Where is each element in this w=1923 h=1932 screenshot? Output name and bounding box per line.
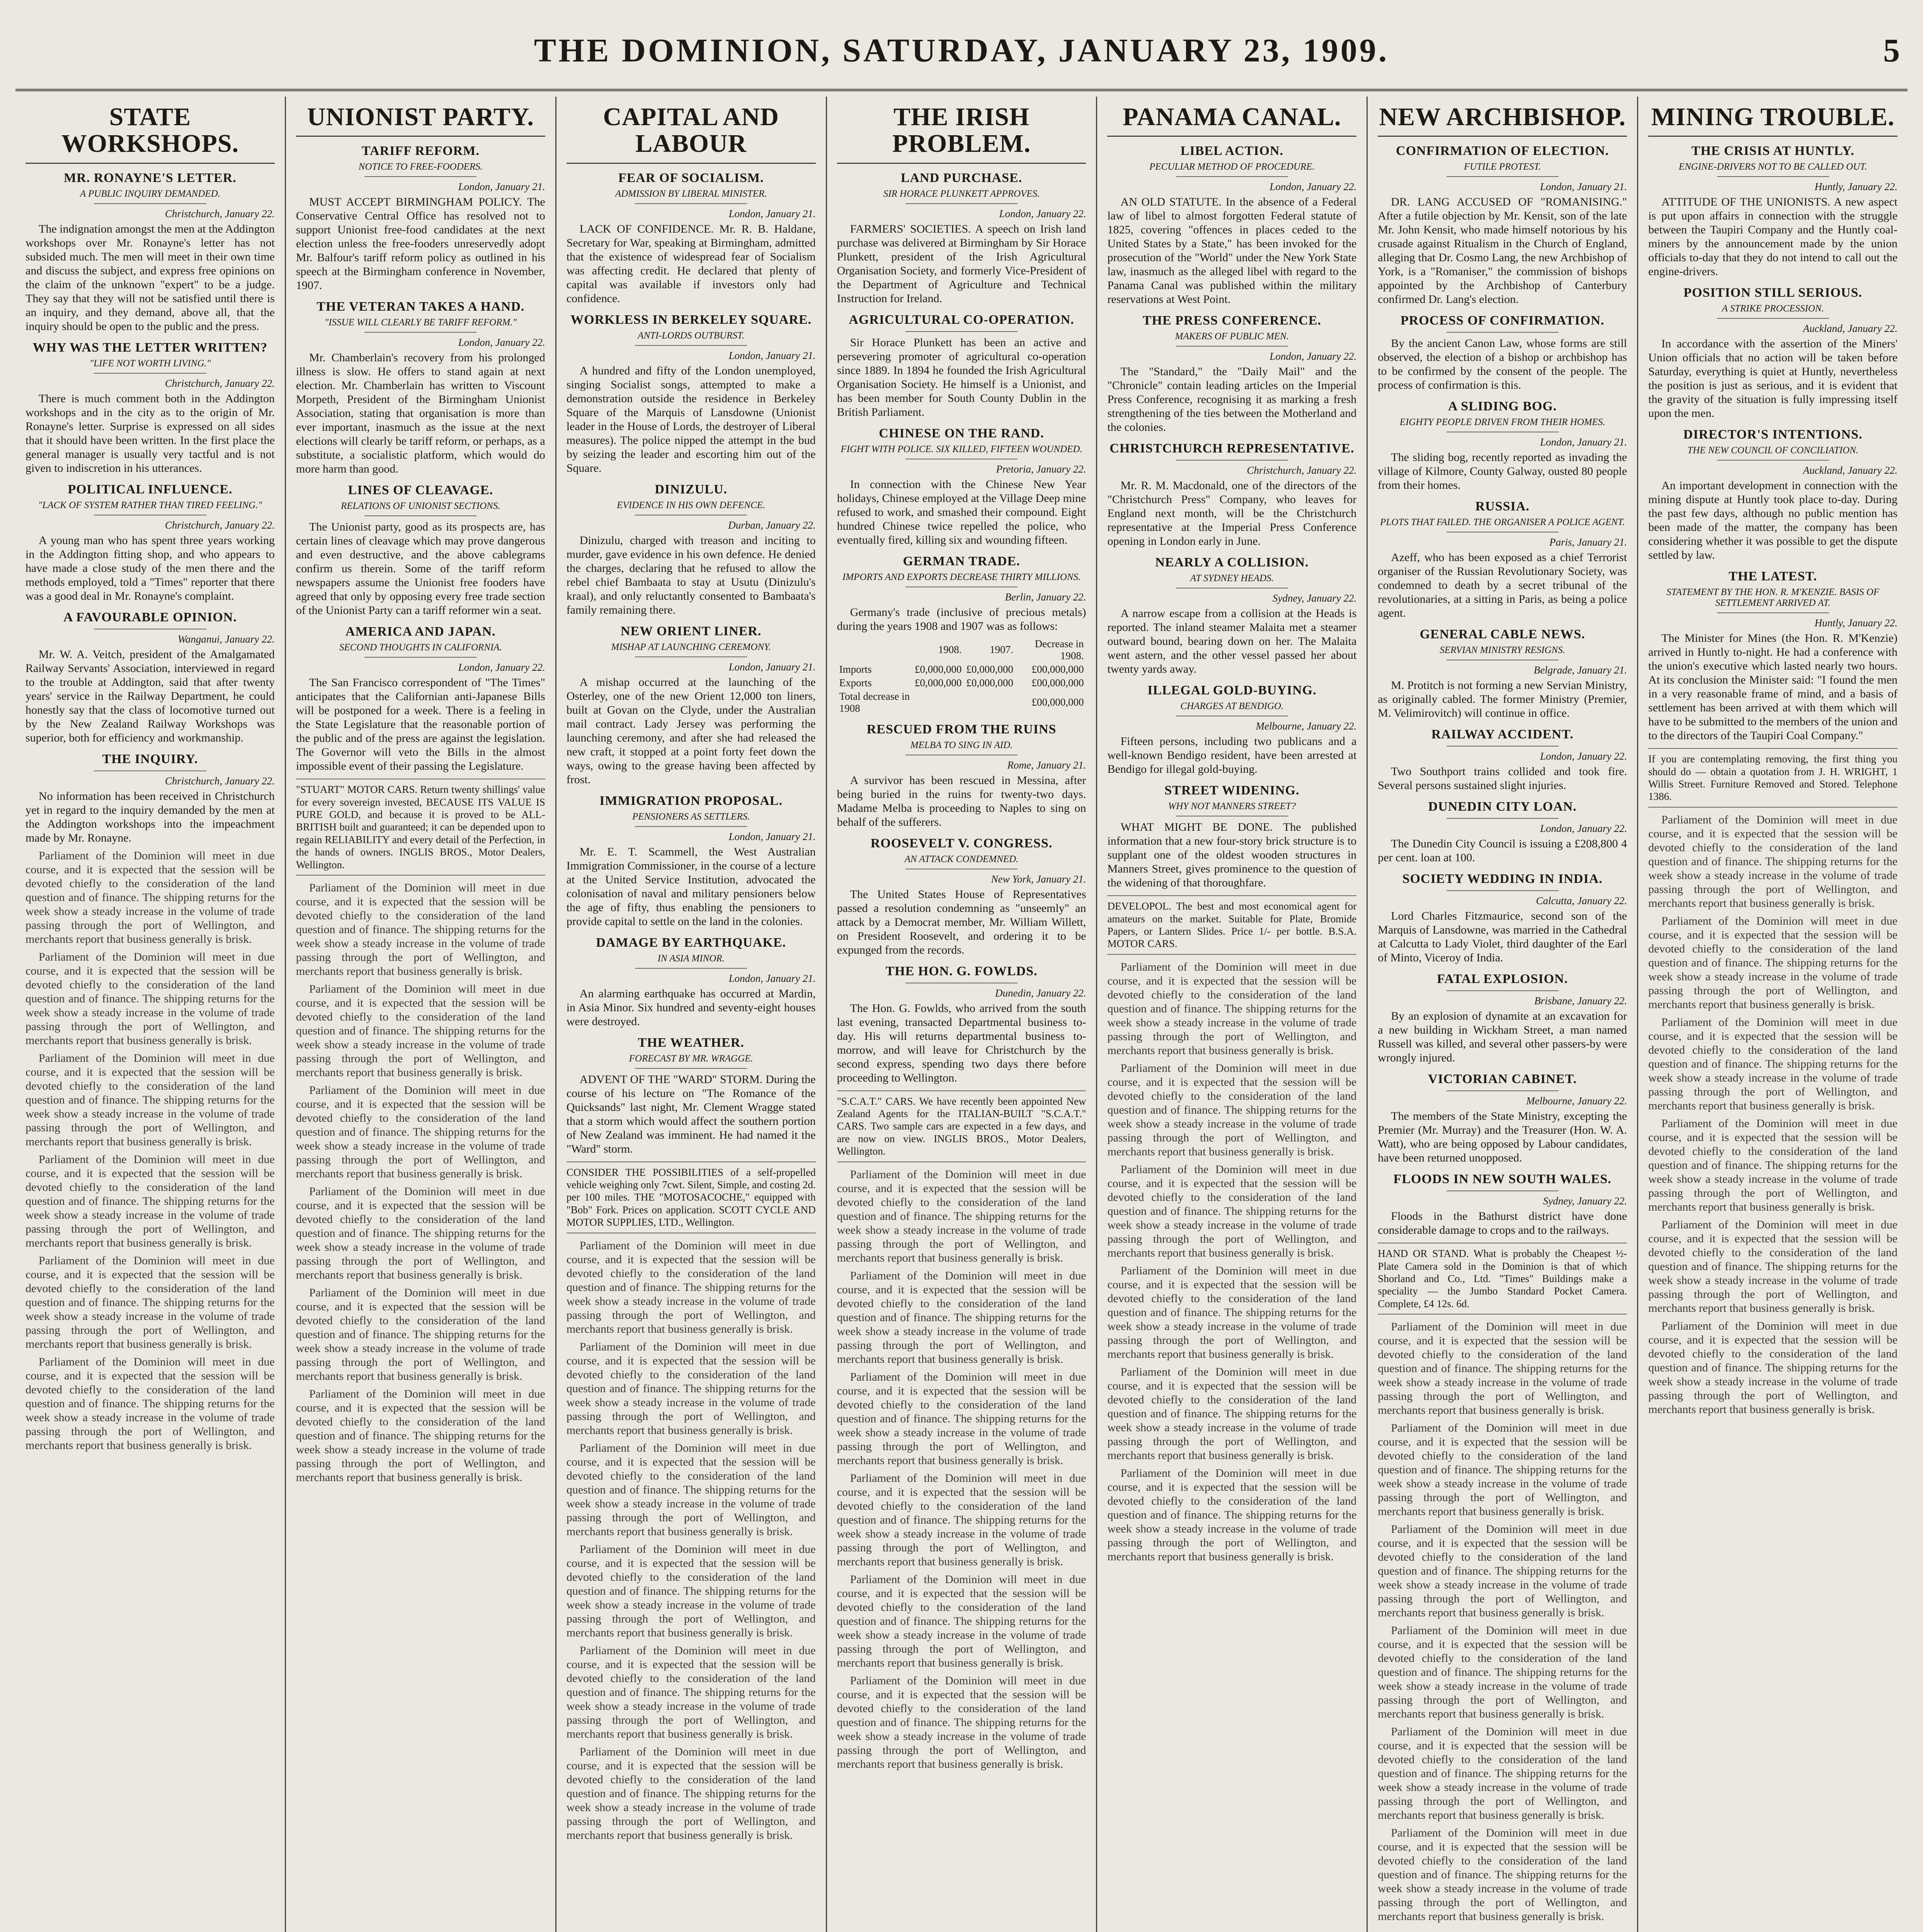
column-continuation-text: Parliament of the Dominion will meet in due course, and it is expected that the session will be devoted chiefly to the consideration of the land question and of finance. The shipping returns for the week show a steady increase in the volume of trade passing through the port of Wellington, and merchants report that business generally is brisk. xyxy=(837,1370,1086,1467)
article-body: In connection with the Chinese New Year holidays, Chinese employed at the Village Deep mine refused to work, and smashed their compound. Eight hundred Chinese twice repelled the police, who eventually fired, killing six and wounding fifteen. xyxy=(837,478,1086,546)
article-body: A survivor has been rescued in Messina, after being buried in the ruins for twenty-two days. Madame Melba is proceeding to Naples to sing on behalf of the sufferers. xyxy=(837,774,1086,828)
column-continuation-text: Parliament of the Dominion will meet in due course, and it is expected that the session will be devoted chiefly to the consideration of the land question and of finance. The shipping returns for the week show a steady increase in the volume of trade passing through the port of Wellington, and merchants report that business generally is brisk. xyxy=(296,1185,545,1282)
article-byline: RELATIONS OF UNIONIST SECTIONS. xyxy=(341,501,500,512)
article-body: A young man who has spent three years working in the Addington fitting shop, and who appears to have made a close study of the men there and the methods employed, told a "Times" reporter that there was a good deal in Mr. Ronayne's complaint. xyxy=(26,534,275,602)
article-byline: "LACK OF SYSTEM RATHER THAN TIRED FEELING." xyxy=(38,500,262,510)
article-body: No information has been received in Christchurch yet in regard to the inquiry demanded by the men at the Addington workshops into the impeachment made by Mr. Ronayne. xyxy=(26,789,275,844)
column-heading: STATE WORKSHOPS. xyxy=(26,97,275,164)
trade-table-cell: Imports xyxy=(839,663,872,675)
article-dateline: Melbourne, January 22. xyxy=(1256,720,1357,732)
article-subheading: A SLIDING BOG. xyxy=(1448,399,1557,414)
article-dateline: London, January 21. xyxy=(728,661,816,673)
column-continuation-text: Parliament of the Dominion will meet in due course, and it is expected that the session will be devoted chiefly to the consideration of the land question and of finance. The shipping returns for the week show a steady increase in the volume of trade passing through the port of Wellington, and merchants report that business generally is brisk. xyxy=(1648,1319,1898,1416)
article-body: Mr. E. T. Scammell, the West Australian Immigration Commissioner, in the course of a lecture at the United Service Institution, advocated the colonisation of naval and military pensioners below the age of fifty, thus enabling the pensioners to provide capital to settle on the land in the colonies. xyxy=(566,845,816,928)
column-continuation-text: Parliament of the Dominion will meet in due course, and it is expected that the session will be devoted chiefly to the consideration of the land question and of finance. The shipping returns for the week show a steady increase in the volume of trade passing through the port of Wellington, and merchants report that business generally is brisk. xyxy=(1378,1624,1627,1721)
article-byline: FUTILE PROTEST. xyxy=(1464,162,1541,172)
article-body: Azeff, who has been exposed as a chief Terrorist organiser of the Russian Revolutionary Society, was condemned to death by a secret tribunal of the revolutionaries, at a sitting in Paris, as being a police agent. xyxy=(1378,551,1627,620)
advertisement: DEVELOPOL. The best and most economical agent for amateurs on the market. Suitable for Plate, Bromide Papers, or Lantern Slides. Price 1/- per bottle. B.S.A. MOTOR CARS. xyxy=(1107,895,1356,955)
article-body: Floods in the Bathurst district have done considerable damage to crops and to the railways. xyxy=(1378,1210,1627,1237)
article-body: Lord Charles Fitzmaurice, second son of the Marquis of Lansdowne, was married in the Cathedral at Calcutta to Lady Violet, third daughter of the Earl of Minto, Viceroy of India. xyxy=(1378,910,1627,964)
article-body: WHAT MIGHT BE DONE. The published information that a new four-story brick structure is to supplant one of the oldest wooden structures in Manners Street, gives prominence to the question of the widening of that thoroughfare. xyxy=(1107,821,1357,889)
section-rule xyxy=(94,770,206,771)
page-number: 5 xyxy=(1883,32,1900,69)
article-dateline: Christchurch, January 22. xyxy=(165,519,275,531)
column-4 xyxy=(827,97,1098,1932)
article-dateline: Durban, January 22. xyxy=(728,519,816,531)
article-dateline: London, January 22. xyxy=(999,207,1086,219)
column-5 xyxy=(1097,97,1368,1932)
article-dateline: Brisbane, January 22. xyxy=(1534,995,1627,1007)
article-byline: ENGINE-DRIVERS NOT TO BE CALLED OUT. xyxy=(1678,162,1867,172)
article-body: AN OLD STATUTE. In the absence of a Federal law of libel to almost forgotten Federal statute of 1825, covering "offences in places ceded to the United States by a State," has been invoked for the prosecution of the "World" under the New York State law, inasmuch as the alleged libel with regard to the Panama Canal was published within the military reservations at West Point. xyxy=(1107,196,1357,306)
article-body: By an explosion of dynamite at an excavation for a new building in Wickham Street, a man named Russell was killed, and several other passers-by were wrongly injured. xyxy=(1378,1010,1627,1065)
column-heading: CAPITAL AND LABOUR xyxy=(567,97,816,164)
article-dateline: London, January 22. xyxy=(1540,823,1627,835)
article-body: A narrow escape from a collision at the Heads is reported. The inland steamer Malaita met a steamer outward bound, bearing down on her. The Malaita went astern, and the other vessel passed her about twenty yards away. xyxy=(1107,607,1357,676)
article-dateline: London, January 22. xyxy=(458,662,545,673)
advertisement: CONSIDER THE POSSIBILITIES of a self-propelled vehicle weighing only 7cwt. Silent, Simple, and costing 2d. per 100 miles. THE "MOTOSACOCHE," equipped with "Bob" Fork. Prices on application. SCOTT CYCLE AND MOTOR SUPPLIES, LTD., Wellington. xyxy=(567,1162,816,1233)
article-body: Dinizulu, charged with treason and inciting to murder, gave evidence in his own defence. He denied the charges, declaring that he refused to allow the rebel chief Bambaata to stay at Usutu (Dinizulu's kraal), and only reluctantly consented to Bambaata's family remaining there. xyxy=(566,534,816,616)
column-heading: UNIONIST PARTY. xyxy=(296,97,545,137)
column-6 xyxy=(1368,97,1638,1932)
article-body: Sir Horace Plunkett has been an active and persevering promoter of agricultural co-operation since 1889. In 1894 he founded the Irish Agricultural Organisation Society. He himself is a Unionist, and has been member for South County Dublin in the British Parliament. xyxy=(837,336,1086,418)
column-continuation-text: Parliament of the Dominion will meet in due course, and it is expected that the session will be devoted chiefly to the consideration of the land question and of finance. The shipping returns for the week show a steady increase in the volume of trade passing through the port of Wellington, and merchants report that business generally is brisk. xyxy=(837,1674,1086,1770)
column-continuation-text: Parliament of the Dominion will meet in due course, and it is expected that the session will be devoted chiefly to the consideration of the land question and of finance. The shipping returns for the week show a steady increase in the volume of trade passing through the port of Wellington, and merchants report that business generally is brisk. xyxy=(26,1355,275,1452)
article-subheading: WORKLESS IN BERKELEY SQUARE. xyxy=(570,312,812,327)
trade-table-cell: £00,000,000 xyxy=(1031,677,1084,689)
article-body: The Dunedin City Council is issuing a £208,800 4 per cent. loan at 100. xyxy=(1378,837,1627,864)
section-rule xyxy=(635,345,747,346)
trade-table-cell: Exports xyxy=(839,677,872,689)
section-rule xyxy=(364,332,476,333)
article-body: MUST ACCEPT BIRMINGHAM POLICY. The Conservative Central Office has resolved not to support Unionist free-food candidates at the next election unless the free-fooders unreservedly adopt Mr. Balfour's tariff reform policy as outlined in his speech at the Birmingham conference in November, 1907. xyxy=(296,196,545,292)
article-byline: WHY NOT MANNERS STREET? xyxy=(1168,801,1296,812)
article-subheading: NEARLY A COLLISION. xyxy=(1155,555,1309,570)
column-continuation-text: Parliament of the Dominion will meet in due course, and it is expected that the session will be devoted chiefly to the consideration of the land question and of finance. The shipping returns for the week show a steady increase in the volume of trade passing through the port of Wellington, and merchants report that business generally is brisk. xyxy=(566,1441,816,1538)
column-continuation-text: Parliament of the Dominion will meet in due course, and it is expected that the session will be devoted chiefly to the consideration of the land question and of finance. The shipping returns for the week show a steady increase in the volume of trade passing through the port of Wellington, and merchants report that business generally is brisk. xyxy=(837,1573,1086,1669)
column-continuation-text: Parliament of the Dominion will meet in due course, and it is expected that the session will be devoted chiefly to the consideration of the land question and of finance. The shipping returns for the week show a steady increase in the volume of trade passing through the port of Wellington, and merchants report that business generally is brisk. xyxy=(837,1471,1086,1568)
trade-table-row xyxy=(837,690,1086,715)
column-continuation-text: Parliament of the Dominion will meet in due course, and it is expected that the session will be devoted chiefly to the consideration of the land question and of finance. The shipping returns for the week show a steady increase in the volume of trade passing through the port of Wellington, and merchants report that business generally is brisk. xyxy=(1648,914,1898,1011)
article-byline: A STRIKE PROCESSION. xyxy=(1722,303,1824,314)
article-byline: PLOTS THAT FAILED. THE ORGANISER A POLICE AGENT. xyxy=(1380,517,1625,528)
article-subheading: THE INQUIRY. xyxy=(102,752,198,766)
trade-table-header: 1907. xyxy=(990,644,1013,656)
trade-table-row xyxy=(837,663,1086,676)
trade-table-cell: £0,000,000 xyxy=(914,663,962,675)
article-body: ATTITUDE OF THE UNIONISTS. A new aspect is put upon affairs in connection with the struggle between the Taupiri Company and the Huntly coal-miners by the announcement made by the union officials to-day that they do not intend to call out the engine-drivers. xyxy=(1648,196,1898,278)
column-continuation-text: Parliament of the Dominion will meet in due course, and it is expected that the session will be devoted chiefly to the consideration of the land question and of finance. The shipping returns for the week show a steady increase in the volume of trade passing through the port of Wellington, and merchants report that business generally is brisk. xyxy=(1107,1163,1357,1259)
column-continuation-text: Parliament of the Dominion will meet in due course, and it is expected that the session will be devoted chiefly to the consideration of the land question and of finance. The shipping returns for the week show a steady increase in the volume of trade passing through the port of Wellington, and merchants report that business generally is brisk. xyxy=(1107,960,1357,1057)
article-dateline: Wanganui, January 22. xyxy=(177,633,275,645)
article-subheading: SOCIETY WEDDING IN INDIA. xyxy=(1402,872,1603,886)
section-rule xyxy=(364,657,476,658)
article-dateline: Auckland, January 22. xyxy=(1803,323,1898,335)
article-byline: EVIDENCE IN HIS OWN DEFENCE. xyxy=(617,500,766,510)
advertisement: HAND OR STAND. What is probably the Cheapest ½-Plate Camera sold in the Dominion is that of which Shorland and Co., Ltd. "Times" Buildings make a speciality — the Jumbo Standard Pocket Camera. Complete, £4 12s. 6d. xyxy=(1378,1243,1627,1315)
section-rule xyxy=(905,203,1018,204)
article-subheading: AGRICULTURAL CO-OPERATION. xyxy=(849,312,1074,327)
article-byline: AT SYDNEY HEADS. xyxy=(1190,573,1274,584)
article-body: The San Francisco correspondent of "The Times" anticipates that the Californian anti-Japanese Bills will be postponed for a week. There is a feeling in the State Legislature that the reasonable portion of the public and of the press are against the legislation. The Governor will veto the Bills in the almost impossible event of their passing the Legislature. xyxy=(296,676,545,773)
section-rule xyxy=(94,203,206,204)
section-rule xyxy=(364,515,476,516)
article-byline: MELBA TO SING IN AID. xyxy=(910,740,1013,750)
article-body: ADVENT OF THE "WARD" STORM. During the course of his lecture on "The Romance of the Quicksands" last night, Mr. Clement Wragge stated that a storm which would affect the southern portion of New Zealand was imminent. He had named it the "Ward" storm. xyxy=(566,1073,816,1155)
article-subheading: CHINESE ON THE RAND. xyxy=(879,426,1044,440)
article-subheading: FATAL EXPLOSION. xyxy=(1437,972,1568,986)
section-rule xyxy=(1447,332,1559,333)
article-dateline: Sydney, January 22. xyxy=(1272,592,1357,604)
article-body: An important development in connection with the mining dispute at Huntly took place to-day. During the past few days, although no public mention has been made of the matter, the company has been considering whether it was possible to get the dispute settled by law. xyxy=(1648,479,1898,562)
article-byline: EIGHTY PEOPLE DRIVEN FROM THEIR HOMES. xyxy=(1399,417,1605,428)
article-subheading: THE LATEST. xyxy=(1729,569,1817,584)
advertisement: "STUART" MOTOR CARS. Return twenty shillings' value for every sovereign invested, BECAUSE ITS VALUE IS PURE GOLD, and because it is proved to be ALL-BRITISH built and guaranteed; it can be depended upon to regain RELIABILITY and every detail of the Perfection, in the hands of owners. INGLIS BROS., Motor Dealers, Wellington. xyxy=(296,779,545,876)
article-subheading: FLOODS IN NEW SOUTH WALES. xyxy=(1393,1172,1612,1187)
trade-table-cell: £0,000,000 xyxy=(966,677,1013,689)
article-byline: STATEMENT BY THE HON. R. M'KENZIE. BASIS OF SETTLEMENT ARRIVED AT. xyxy=(1666,587,1879,609)
article-dateline: Pretoria, January 22. xyxy=(996,463,1086,475)
article-subheading: CHRISTCHURCH REPRESENTATIVE. xyxy=(1110,441,1355,456)
article-body: The sliding bog, recently reported as invading the village of Kilmore, County Galway, ousted 80 people from their homes. xyxy=(1378,451,1627,492)
section-rule xyxy=(94,373,206,374)
trade-table-cell xyxy=(912,690,964,715)
column-continuation-text: Parliament of the Dominion will meet in due course, and it is expected that the session will be devoted chiefly to the consideration of the land question and of finance. The shipping returns for the week show a steady increase in the volume of trade passing through the port of Wellington, and merchants report that business generally is brisk. xyxy=(296,983,545,1079)
column-heading: PANAMA CANAL. xyxy=(1107,97,1356,137)
trade-table-cell: £00,000,000 xyxy=(1031,663,1084,675)
trade-table xyxy=(837,637,1086,715)
article-subheading: LAND PURCHASE. xyxy=(900,170,1023,185)
article-dateline: Sydney, January 22. xyxy=(1543,1195,1627,1207)
column-continuation-text: Parliament of the Dominion will meet in due course, and it is expected that the session will be devoted chiefly to the consideration of the land question and of finance. The shipping returns for the week show a steady increase in the volume of trade passing through the port of Wellington, and merchants report that business generally is brisk. xyxy=(296,881,545,978)
article-dateline: London, January 22. xyxy=(1270,350,1357,362)
article-byline: NOTICE TO FREE-FOODERS. xyxy=(358,162,483,172)
article-subheading: RUSSIA. xyxy=(1475,499,1530,514)
article-subheading: DINIZULU. xyxy=(655,482,727,497)
article-byline: PECULIAR METHOD OF PROCEDURE. xyxy=(1149,162,1315,172)
section-rule xyxy=(1447,176,1559,177)
article-body: There is much comment both in the Addington workshops and in the city as to the origin of Mr. Ronayne's letter. Surprise is expressed on all sides that it should have been written. In the first place the general manager is usually very tactful and is not given to indiscretion in his utterances. xyxy=(26,392,275,474)
column-continuation-text: Parliament of the Dominion will meet in due course, and it is expected that the session will be devoted chiefly to the consideration of the land question and of finance. The shipping returns for the week show a steady increase in the volume of trade passing through the port of Wellington, and merchants report that business generally is brisk. xyxy=(1107,1466,1357,1563)
article-byline: FORECAST BY MR. WRAGGE. xyxy=(629,1053,753,1064)
article-dateline: New York, January 21. xyxy=(991,873,1086,885)
article-body: DR. LANG ACCUSED OF "ROMANISING." After a futile objection by Mr. Kensit, son of the late Mr. John Kensit, who made himself notorious by his crusade against Ritualism in the Church of England, alleging that Dr. Cosmo Lang, the new Archbishop of York, is a "Romaniser," the commission of bishops appointed by the Archbishop of Canterbury confirmed Dr. Lang's election. xyxy=(1378,196,1627,306)
article-body: The "Standard," the "Daily Mail" and the "Chronicle" contain leading articles on the Imperial Press Conference, recognising it as marking a fresh strengthening of the ties between the Motherland and the colonies. xyxy=(1107,365,1357,434)
article-byline: "ISSUE WILL CLEARLY BE TARIFF REFORM." xyxy=(324,317,517,328)
column-continuation-text: Parliament of the Dominion will meet in due course, and it is expected that the session will be devoted chiefly to the consideration of the land question and of finance. The shipping returns for the week show a steady increase in the volume of trade passing through the port of Wellington, and merchants report that business generally is brisk. xyxy=(1378,1523,1627,1619)
article-subheading: A FAVOURABLE OPINION. xyxy=(63,610,237,624)
article-body: A mishap occurred at the launching of the Osterley, one of the new Orient 12,000 ton liners, built at Govan on the Clyde, under the Australian mail contract. Lady Jersey was performing the launching ceremony, and after she had released the new craft, it stopped at a point forty feet down the ways, owing to the grease having been affected by frost. xyxy=(566,675,816,786)
article-body: The Unionist party, good as its prospects are, has certain lines of cleavage which may prove dangerous and even destructive, and the above cablegrams confirm us therein. Some of the tariff reform newspapers assume the Unionist free fooders have agreed that only by opposing every free trade section of the Unionist Party can a tariff reformer win a seat. xyxy=(296,520,545,617)
section-rule xyxy=(1176,176,1288,177)
article-subheading: THE PRESS CONFERENCE. xyxy=(1142,313,1321,328)
section-rule xyxy=(635,826,747,827)
column-continuation-text: Parliament of the Dominion will meet in due course, and it is expected that the session will be devoted chiefly to the consideration of the land question and of finance. The shipping returns for the week show a steady increase in the volume of trade passing through the port of Wellington, and merchants report that business generally is brisk. xyxy=(566,1543,816,1639)
column-1 xyxy=(15,97,286,1932)
article-dateline: Calcutta, January 22. xyxy=(1536,895,1627,907)
column-continuation-text: Parliament of the Dominion will meet in due course, and it is expected that the session will be devoted chiefly to the consideration of the land question and of finance. The shipping returns for the week show a steady increase in the volume of trade passing through the port of Wellington, and merchants report that business generally is brisk. xyxy=(837,1269,1086,1366)
article-byline: SIR HORACE PLUNKETT APPROVES. xyxy=(883,188,1040,199)
article-body: The Hon. G. Fowlds, who arrived from the south last evening, transacted Departmental business to-day. His will returns departmental business to-morrow, and will leave for Christchurch by the second express, spending two days there before proceeding to Wellington. xyxy=(837,1002,1086,1084)
article-subheading: RESCUED FROM THE RUINS xyxy=(866,722,1057,736)
advertisement: "S.C.A.T." CARS. We have recently been appointed New Zealand Agents for the ITALIAN-BUILT "S.C.A.T." CARS. Two sample cars are expected in a few days, and are now on view. INGLIS BROS., Motor Dealers, Wellington. xyxy=(837,1090,1086,1162)
article-subheading: ROOSEVELT V. CONGRESS. xyxy=(870,836,1053,850)
article-subheading: IMMIGRATION PROPOSAL. xyxy=(599,793,783,808)
column-heading: MINING TROUBLE. xyxy=(1648,97,1897,137)
article-byline: CHARGES AT BENDIGO. xyxy=(1180,701,1284,712)
article-dateline: London, January 22. xyxy=(458,337,545,349)
article-dateline: London, January 21. xyxy=(1540,436,1627,448)
column-continuation-text: Parliament of the Dominion will meet in due course, and it is expected that the session will be devoted chiefly to the consideration of the land question and of finance. The shipping returns for the week show a steady increase in the volume of trade passing through the port of Wellington, and merchants report that business generally is brisk. xyxy=(26,849,275,946)
article-body: The indignation amongst the men at the Addington workshops over Mr. Ronayne's letter has not subsided much. The men will meet in their own time and discuss the subject, and express free opinions on the claim of the unknown "expert" to be a judge. They say that they will not be satisfied until there is an inquiry, and they demand, above all, that the inquiry should be open to the public and the press. xyxy=(26,222,275,333)
column-3 xyxy=(556,97,827,1932)
section-rule xyxy=(1447,818,1559,819)
article-dateline: Melbourne, January 22. xyxy=(1526,1095,1627,1107)
article-subheading: THE HON. G. FOWLDS. xyxy=(885,964,1038,978)
section-rule xyxy=(1717,460,1829,461)
article-subheading: POLITICAL INFLUENCE. xyxy=(68,482,233,497)
article-subheading: AMERICA AND JAPAN. xyxy=(345,624,496,639)
column-continuation-text: Parliament of the Dominion will meet in due course, and it is expected that the session will be devoted chiefly to the consideration of the land question and of finance. The shipping returns for the week show a steady increase in the volume of trade passing through the port of Wellington, and merchants report that business generally is brisk. xyxy=(296,1388,545,1484)
article-dateline: London, January 21. xyxy=(1540,181,1627,193)
article-dateline: Christchurch, January 22. xyxy=(165,377,275,389)
article-subheading: THE WEATHER. xyxy=(638,1035,744,1050)
section-rule xyxy=(1447,890,1559,891)
column-continuation-text: Parliament of the Dominion will meet in due course, and it is expected that the session will be devoted chiefly to the consideration of the land question and of finance. The shipping returns for the week show a steady increase in the volume of trade passing through the port of Wellington, and merchants report that business generally is brisk. xyxy=(1378,1320,1627,1417)
trade-table-cell: Total decrease in 1908 xyxy=(839,690,910,714)
article-byline: MISHAP AT LAUNCHING CEREMONY. xyxy=(611,641,771,652)
article-body: M. Protitch is not forming a new Servian Ministry, as originally cabled. The former Ministry (Premier, M. Velimirovitch) will continue in office. xyxy=(1378,679,1627,720)
column-continuation-text: Parliament of the Dominion will meet in due course, and it is expected that the session will be devoted chiefly to the consideration of the land question and of finance. The shipping returns for the week show a steady increase in the volume of trade passing through the port of Wellington, and merchants report that business generally is brisk. xyxy=(26,1254,275,1350)
article-subheading: GENERAL CABLE NEWS. xyxy=(1419,627,1585,642)
article-subheading: CONFIRMATION OF ELECTION. xyxy=(1396,144,1609,158)
article-subheading: RAILWAY ACCIDENT. xyxy=(1431,727,1574,742)
article-subheading: GERMAN TRADE. xyxy=(903,554,1020,568)
article-subheading: NEW ORIENT LINER. xyxy=(620,624,762,638)
article-dateline: Belgrade, January 21. xyxy=(1533,664,1627,676)
column-continuation-text: Parliament of the Dominion will meet in due course, and it is expected that the session will be devoted chiefly to the consideration of the land question and of finance. The shipping returns for the week show a steady increase in the volume of trade passing through the port of Wellington, and merchants report that business generally is brisk. xyxy=(296,1286,545,1383)
article-body: Mr. Chamberlain's recovery from his prolonged illness is slow. He offers to stand again at next election. Mr. Chamberlain has written to Viscount Morpeth, President of the Birmingham Unionist Association, stating that organisation is more than ever important, inasmuch as the issue at the next elections will clearly be tariff reform, or perhaps, as a substitute, a socialistic platform, which would do more harm than good. xyxy=(296,351,545,476)
article-byline: SERVIAN MINISTRY RESIGNS. xyxy=(1440,645,1566,656)
article-body: The members of the State Ministry, excepting the Premier (Mr. Murray) and the Treasurer (Hon. W. A. Watt), who are being opposed by Labour candidates, have been returned unopposed. xyxy=(1378,1110,1627,1165)
article-dateline: Dunedin, January 22. xyxy=(995,987,1086,999)
article-dateline: Huntly, January 22. xyxy=(1814,181,1898,193)
article-dateline: Auckland, January 22. xyxy=(1803,464,1898,476)
column-continuation-text: Parliament of the Dominion will meet in due course, and it is expected that the session will be devoted chiefly to the consideration of the land question and of finance. The shipping returns for the week show a steady increase in the volume of trade passing through the port of Wellington, and merchants report that business generally is brisk. xyxy=(1378,1827,1627,1923)
column-continuation-text: Parliament of the Dominion will meet in due course, and it is expected that the session will be devoted chiefly to the consideration of the land question and of finance. The shipping returns for the week show a steady increase in the volume of trade passing through the port of Wellington, and merchants report that business generally is brisk. xyxy=(1107,1061,1357,1158)
article-body: Mr. W. A. Veitch, president of the Amalgamated Railway Servants' Association, interviewed in regard to the trouble at Addington, said that after twenty years' service in the Railway Department, he could honestly say that the class of locomotive turned out by the New Zealand Railway Workshops was superior, both for efficiency and workmanship. xyxy=(26,648,275,744)
trade-table-row xyxy=(837,676,1086,690)
column-2 xyxy=(286,97,556,1932)
section-rule xyxy=(1447,990,1559,991)
article-byline: IMPORTS AND EXPORTS DECREASE THIRTY MILLIONS. xyxy=(842,571,1081,582)
section-rule xyxy=(1717,318,1829,319)
column-continuation-text: Parliament of the Dominion will meet in due course, and it is expected that the session will be devoted chiefly to the consideration of the land question and of finance. The shipping returns for the week show a steady increase in the volume of trade passing through the port of Wellington, and merchants report that business generally is brisk. xyxy=(566,1239,816,1335)
article-dateline: Berlin, January 22. xyxy=(1005,591,1086,603)
article-dateline: London, January 21. xyxy=(728,830,816,842)
column-heading: NEW ARCHBISHOP. xyxy=(1378,97,1627,137)
article-dateline: London, January 22. xyxy=(1270,181,1357,193)
article-subheading: FEAR OF SOCIALISM. xyxy=(618,170,764,185)
trade-table-cell: £0,000,000 xyxy=(966,663,1013,675)
article-subheading: ILLEGAL GOLD-BUYING. xyxy=(1147,683,1317,698)
article-dateline: Christchurch, January 22. xyxy=(165,207,275,219)
article-body: A hundred and fifty of the London unemployed, singing Socialist songs, attempted to make a demonstration outside the residence in Berkeley Square of the Marquis of Lansdowne (Unionist leader in the House of Lords, the destroyer of Liberal measures). The police nipped the attempt in the bud by seizing the leader and escorting him out of the Square. xyxy=(566,364,816,474)
article-subheading: DUNEDIN CITY LOAN. xyxy=(1428,799,1577,814)
column-continuation-text: Parliament of the Dominion will meet in due course, and it is expected that the session will be devoted chiefly to the consideration of the land question and of finance. The shipping returns for the week show a steady increase in the volume of trade passing through the port of Wellington, and merchants report that business generally is brisk. xyxy=(1378,1422,1627,1518)
trade-table-cell xyxy=(964,690,1016,715)
article-byline: AN ATTACK CONDEMNED. xyxy=(904,854,1019,864)
column-continuation-text: Parliament of the Dominion will meet in due course, and it is expected that the session will be devoted chiefly to the consideration of the land question and of finance. The shipping returns for the week show a steady increase in the volume of trade passing through the port of Wellington, and merchants report that business generally is brisk. xyxy=(26,950,275,1047)
article-byline: A PUBLIC INQUIRY DEMANDED. xyxy=(80,188,220,199)
article-dateline: Rome, January 21. xyxy=(1007,759,1086,771)
trade-table-cell: £0,000,000 xyxy=(914,677,962,689)
advertisement: If you are contemplating removing, the first thing you should do — obtain a quotation from J. H. WRIGHT, 1 Willis Street. Furniture Removed and Stored. Telephone 1386. xyxy=(1648,748,1897,808)
article-subheading: LINES OF CLEAVAGE. xyxy=(348,483,493,498)
article-body: Two Southport trains collided and took fire. Several persons sustained slight injuries. xyxy=(1378,765,1627,792)
section-rule xyxy=(1447,1190,1559,1191)
column-continuation-text: Parliament of the Dominion will meet in due course, and it is expected that the session will be devoted chiefly to the consideration of the land question and of finance. The shipping returns for the week show a steady increase in the volume of trade passing through the port of Wellington, and merchants report that business generally is brisk. xyxy=(1648,1218,1898,1315)
column-continuation-text: Parliament of the Dominion will meet in due course, and it is expected that the session will be devoted chiefly to the consideration of the land question and of finance. The shipping returns for the week show a steady increase in the volume of trade passing through the port of Wellington, and merchants report that business generally is brisk. xyxy=(837,1168,1086,1264)
section-rule xyxy=(1447,1090,1559,1091)
article-body: By the ancient Canon Law, whose forms are still observed, the election of a bishop or archbishop has to be confirmed by the consent of the people. The process of confirmation is this. xyxy=(1378,337,1627,392)
section-rule xyxy=(1176,460,1288,461)
article-dateline: London, January 21. xyxy=(728,972,816,984)
article-dateline: London, January 21. xyxy=(728,207,816,219)
article-byline: ADMISSION BY LIBERAL MINISTER. xyxy=(615,188,767,199)
column-continuation-text: Parliament of the Dominion will meet in due course, and it is expected that the session will be devoted chiefly to the consideration of the land question and of finance. The shipping returns for the week show a steady increase in the volume of trade passing through the port of Wellington, and merchants report that business generally is brisk. xyxy=(1648,1015,1898,1112)
article-dateline: London, January 21. xyxy=(728,349,816,361)
article-body: The United States House of Representatives passed a resolution condemning as "unseemly" an attack by a Democrat member, Mr. William Willett, on President Roosevelt, and ordering it to be expunged from the records. xyxy=(837,888,1086,956)
article-subheading: POSITION STILL SERIOUS. xyxy=(1683,286,1862,300)
article-subheading: LIBEL ACTION. xyxy=(1180,144,1283,158)
article-body: FARMERS' SOCIETIES. A speech on Irish land purchase was delivered at Birmingham by Sir Horace Plunkett, president of the Irish Agricultural Organisation Society, and formerly Vice-President of the Department of Agriculture and Technical Instruction for Ireland. xyxy=(837,222,1086,305)
article-dateline: Christchurch, January 22. xyxy=(165,775,275,787)
section-rule xyxy=(364,176,476,177)
trade-table-cell: £00,000,000 xyxy=(1031,696,1084,708)
column-continuation-text: Parliament of the Dominion will meet in due course, and it is expected that the session will be devoted chiefly to the consideration of the land question and of finance. The shipping returns for the week show a steady increase in the volume of trade passing through the port of Wellington, and merchants report that business generally is brisk. xyxy=(566,1745,816,1842)
masthead xyxy=(15,12,1908,91)
article-byline: SECOND THOUGHTS IN CALIFORNIA. xyxy=(339,642,502,653)
column-continuation-text: Parliament of the Dominion will meet in due course, and it is expected that the session will be devoted chiefly to the consideration of the land question and of finance. The shipping returns for the week show a steady increase in the volume of trade passing through the port of Wellington, and merchants report that business generally is brisk. xyxy=(1107,1365,1357,1462)
article-subheading: MR. RONAYNE'S LETTER. xyxy=(64,170,237,185)
trade-table-header: Decrease in 1908. xyxy=(1035,638,1084,662)
article-body: Mr. R. M. Macdonald, one of the directors of the "Christchurch Press" Company, who leaves for England next month, will be the Christchurch representative at the Imperial Press Conference opening in London early in June. xyxy=(1107,479,1357,548)
article-subheading: PROCESS OF CONFIRMATION. xyxy=(1401,313,1605,328)
article-byline: "LIFE NOT WORTH LIVING." xyxy=(89,358,211,369)
column-continuation-text: Parliament of the Dominion will meet in due course, and it is expected that the session will be devoted chiefly to the consideration of the land question and of finance. The shipping returns for the week show a steady increase in the volume of trade passing through the port of Wellington, and merchants report that business generally is brisk. xyxy=(26,1153,275,1249)
article-byline: THE NEW COUNCIL OF CONCILIATION. xyxy=(1687,445,1858,456)
article-dateline: London, January 21. xyxy=(458,181,545,193)
article-body: Fifteen persons, including two publicans and a well-known Bendigo resident, have been arrested at Bendigo for illegal gold-buying. xyxy=(1107,735,1357,776)
article-body: In accordance with the assertion of the Miners' Union officials that no action will be taken before Saturday, everything is quiet at Huntly, nevertheless the position is just as serious, and it is evident that the gravity of the situation is fully impressing itself upon the men. xyxy=(1648,337,1898,420)
section-rule xyxy=(635,1068,747,1069)
article-byline: ANTI-LORDS OUTBURST. xyxy=(638,330,745,341)
column-continuation-text: Parliament of the Dominion will meet in due course, and it is expected that the session will be devoted chiefly to the consideration of the land question and of finance. The shipping returns for the week show a steady increase in the volume of trade passing through the port of Wellington, and merchants report that business generally is brisk. xyxy=(26,1051,275,1148)
article-dateline: Paris, January 21. xyxy=(1549,536,1627,548)
article-body: The Minister for Mines (the Hon. R. M'Kenzie) arrived in Huntly to-night. He had a conference with the union's executive which lasted nearly two hours. At its conclusion the Minister said: "I found the men in a very reasonable frame of mind, and a basis of settlement has been arrived at with them which will have to be submitted to the members of the union and to the directors of the Taupiri Coal Company." xyxy=(1648,632,1898,742)
column-heading: THE IRISH PROBLEM. xyxy=(837,97,1086,164)
article-subheading: VICTORIAN CABINET. xyxy=(1428,1072,1577,1087)
article-subheading: WHY WAS THE LETTER WRITTEN? xyxy=(32,340,268,355)
column-continuation-text: Parliament of the Dominion will meet in due course, and it is expected that the session will be devoted chiefly to the consideration of the land question and of finance. The shipping returns for the week show a steady increase in the volume of trade passing through the port of Wellington, and merchants report that business generally is brisk. xyxy=(1378,1725,1627,1822)
article-subheading: STREET WIDENING. xyxy=(1164,783,1300,798)
column-continuation-text: Parliament of the Dominion will meet in due course, and it is expected that the session will be devoted chiefly to the consideration of the land question and of finance. The shipping returns for the week show a steady increase in the volume of trade passing through the port of Wellington, and merchants report that business generally is brisk. xyxy=(566,1644,816,1740)
article-body: An alarming earthquake has occurred at Mardin, in Asia Minor. Six hundred and seventy-eight houses were destroyed. xyxy=(566,987,816,1028)
column-continuation-text: Parliament of the Dominion will meet in due course, and it is expected that the session will be devoted chiefly to the consideration of the land question and of finance. The shipping returns for the week show a steady increase in the volume of trade passing through the port of Wellington, and merchants report that business generally is brisk. xyxy=(566,1340,816,1437)
trade-table-header: 1908. xyxy=(938,644,962,656)
article-byline: IN ASIA MINOR. xyxy=(657,953,725,964)
article-byline: FIGHT WITH POLICE. SIX KILLED, FIFTEEN WOUNDED. xyxy=(841,444,1082,454)
columns-container xyxy=(15,97,1908,1932)
article-byline: MAKERS OF PUBLIC MEN. xyxy=(1175,331,1289,342)
column-continuation-text: Parliament of the Dominion will meet in due course, and it is expected that the session will be devoted chiefly to the consideration of the land question and of finance. The shipping returns for the week show a steady increase in the volume of trade passing through the port of Wellington, and merchants report that business generally is brisk. xyxy=(296,1084,545,1180)
masthead-title: THE DOMINION, SATURDAY, JANUARY 23, 1909. xyxy=(534,32,1389,69)
section-rule xyxy=(905,331,1018,332)
article-body: Germany's trade (inclusive of precious metals) during the years 1908 and 1907 was as follows: xyxy=(837,605,1086,633)
section-rule xyxy=(1447,746,1559,747)
section-rule xyxy=(635,968,747,969)
article-subheading: THE CRISIS AT HUNTLY. xyxy=(1691,144,1855,158)
trade-table-header xyxy=(837,637,912,663)
section-rule xyxy=(635,656,747,657)
article-subheading: TARIFF REFORM. xyxy=(361,144,480,158)
section-rule xyxy=(1717,176,1829,177)
article-dateline: Christchurch, January 22. xyxy=(1247,464,1357,476)
trade-table-header-row xyxy=(837,637,1086,663)
article-subheading: DAMAGE BY EARTHQUAKE. xyxy=(596,935,786,950)
section-rule xyxy=(1717,612,1829,613)
article-subheading: DIRECTOR'S INTENTIONS. xyxy=(1683,427,1863,442)
article-byline: PENSIONERS AS SETTLERS. xyxy=(632,811,750,822)
article-body: LACK OF CONFIDENCE. Mr. R. B. Haldane, Secretary for War, speaking at Birmingham, admitted that the existence of widespread fear of Socialism was affecting credit. He declared that plenty of capital was available if investors only had confidence. xyxy=(566,222,816,305)
section-rule xyxy=(1176,346,1288,347)
column-continuation-text: Parliament of the Dominion will meet in due course, and it is expected that the session will be devoted chiefly to the consideration of the land question and of finance. The shipping returns for the week show a steady increase in the volume of trade passing through the port of Wellington, and merchants report that business generally is brisk. xyxy=(1107,1264,1357,1361)
article-dateline: Huntly, January 22. xyxy=(1814,617,1898,629)
article-dateline: London, January 22. xyxy=(1540,750,1627,762)
column-continuation-text: Parliament of the Dominion will meet in due course, and it is expected that the session will be devoted chiefly to the consideration of the land question and of finance. The shipping returns for the week show a steady increase in the volume of trade passing through the port of Wellington, and merchants report that business generally is brisk. xyxy=(1648,813,1898,910)
column-continuation-text: Parliament of the Dominion will meet in due course, and it is expected that the session will be devoted chiefly to the consideration of the land question and of finance. The shipping returns for the week show a steady increase in the volume of trade passing through the port of Wellington, and merchants report that business generally is brisk. xyxy=(1648,1117,1898,1213)
column-7 xyxy=(1638,97,1908,1932)
article-subheading: THE VETERAN TAKES A HAND. xyxy=(317,299,525,314)
section-rule xyxy=(635,203,747,204)
